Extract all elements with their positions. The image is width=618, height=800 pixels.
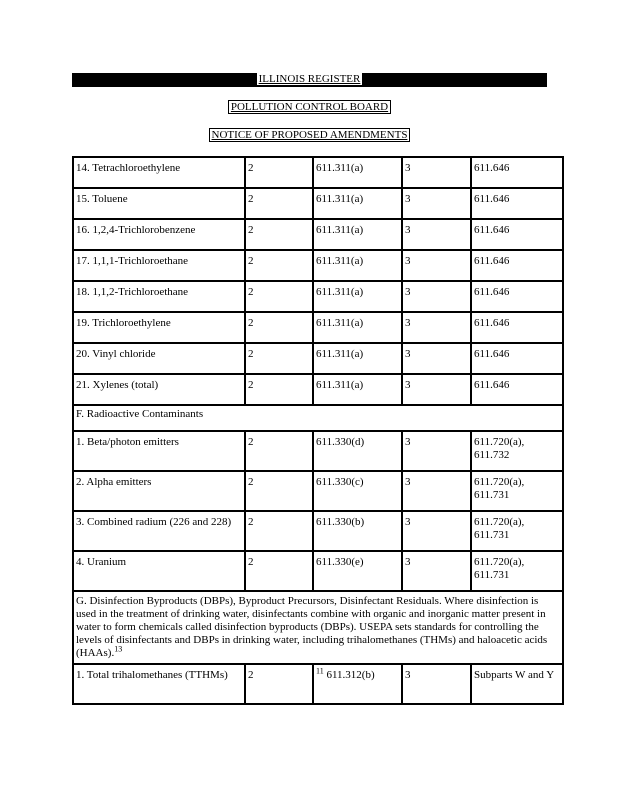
table-cell: 611.646 [471, 281, 563, 312]
contaminant-name: 3. Combined radium (226 and 228) [73, 511, 245, 551]
table-row [73, 219, 563, 250]
section-f [73, 405, 563, 431]
table-cell: 611.311(a) [313, 281, 402, 312]
table-cell: 611.720(a), 611.731 [471, 511, 563, 551]
table-cell: 3 [402, 471, 471, 511]
table-cell: 3 [402, 312, 471, 343]
table-cell: 611.311(a) [313, 219, 402, 250]
table-cell: 3 [402, 343, 471, 374]
table-cell: 3 [402, 551, 471, 591]
table-row [73, 511, 563, 551]
table-cell: 611.330(d) [313, 431, 402, 471]
section-g [73, 591, 563, 704]
table-cell: 611.720(a), 611.731 [471, 471, 563, 511]
table-cell: 3 [402, 431, 471, 471]
board-title-text: POLLUTION CONTROL BOARD [230, 101, 389, 113]
section-ref: 611.312(b) [323, 669, 375, 681]
table-cell: 611.646 [471, 157, 563, 188]
table-cell: 2 [245, 188, 313, 219]
table-cell: 2 [245, 664, 313, 704]
table-cell: 611.646 [471, 219, 563, 250]
voc-rows [73, 157, 563, 405]
table-cell: 3 [402, 511, 471, 551]
contaminant-name: 21. Xylenes (total) [73, 374, 245, 405]
table-row [73, 471, 563, 511]
table-cell: 611.646 [471, 188, 563, 219]
section-g-row [73, 591, 563, 664]
contaminant-name: 1. Beta/photon emitters [73, 431, 245, 471]
table-cell: 2 [245, 312, 313, 343]
contaminant-name: 20. Vinyl chloride [73, 343, 245, 374]
contaminant-name: 17. 1,1,1-Trichloroethane [73, 250, 245, 281]
table-cell: 2 [245, 157, 313, 188]
notice-title [72, 129, 547, 142]
table-cell: 3 [402, 374, 471, 405]
radioactive-rows [73, 431, 563, 591]
section-g-cell [73, 591, 563, 664]
table-cell: 611.311(a) [313, 157, 402, 188]
table-row [73, 374, 563, 405]
table-cell: 3 [402, 664, 471, 704]
contaminant-name: 14. Tetrachloroethylene [73, 157, 245, 188]
table-cell: 611.311(a) [313, 343, 402, 374]
table-cell: 3 [402, 250, 471, 281]
table-row [73, 250, 563, 281]
contaminant-name: 18. 1,1,2-Trichloroethane [73, 281, 245, 312]
table-cell: 3 [402, 219, 471, 250]
table-cell: 611.330(c) [313, 471, 402, 511]
table-row [73, 312, 563, 343]
table-cell: 2 [245, 471, 313, 511]
table-row [73, 157, 563, 188]
table-row [73, 188, 563, 219]
section-f-row [73, 405, 563, 431]
table-cell: 611.646 [471, 250, 563, 281]
table-cell: 611.311(a) [313, 374, 402, 405]
table-cell: 3 [402, 188, 471, 219]
table-cell: 611.646 [471, 374, 563, 405]
table-row [73, 551, 563, 591]
board-title [72, 101, 547, 114]
contaminant-table [72, 156, 564, 705]
table-cell: 611.311(a) [313, 188, 402, 219]
table-cell: 2 [245, 250, 313, 281]
contaminant-name: 1. Total trihalomethanes (TTHMs) [73, 664, 245, 704]
table-cell: 611.646 [471, 343, 563, 374]
table-cell: 2 [245, 281, 313, 312]
table-cell: 611.720(a), 611.732 [471, 431, 563, 471]
table-cell: 611.330(e) [313, 551, 402, 591]
table-cell: 611.330(b) [313, 511, 402, 551]
contaminant-name: 19. Trichloroethylene [73, 312, 245, 343]
cell-footnote: 11 [316, 666, 324, 676]
table-row [73, 431, 563, 471]
register-title-text: ILLINOIS REGISTER [258, 73, 361, 85]
section-g-footnote: 13 [114, 644, 123, 654]
section-g-text: G. Disinfection Byproducts (DBPs), Byproduct Precursors, Disinfectant Residuals. Where disinfection is used in the treatment of drinking water, disinfectants combine with organic and inorganic matter present in water to form chemicals called disinfection byproducts (DBPs). USEPA sets standards for controlling the levels of disinfectants and DBPs in drinking water, including trihalomethanes (THMs) and haloacetic acids (HAAs). [76, 595, 548, 659]
contaminant-name: 2. Alpha emitters [73, 471, 245, 511]
table-row [73, 281, 563, 312]
contaminant-name: 16. 1,2,4-Trichlorobenzene [73, 219, 245, 250]
table-cell: 2 [245, 343, 313, 374]
table-row [73, 343, 563, 374]
table-cell: 2 [245, 511, 313, 551]
section-f-heading: F. Radioactive Contaminants [73, 405, 563, 431]
table-cell: 2 [245, 431, 313, 471]
table-cell [313, 664, 402, 704]
table-cell: 611.311(a) [313, 250, 402, 281]
table-cell: 611.720(a), 611.731 [471, 551, 563, 591]
table-cell: 2 [245, 219, 313, 250]
notice-title-text: NOTICE OF PROPOSED AMENDMENTS [211, 129, 408, 141]
table-cell: 3 [402, 157, 471, 188]
table-cell: 611.646 [471, 312, 563, 343]
table-cell: 2 [245, 374, 313, 405]
table-cell: 2 [245, 551, 313, 591]
table-cell: 611.311(a) [313, 312, 402, 343]
table-row [73, 664, 563, 704]
contaminant-name: 4. Uranium [73, 551, 245, 591]
contaminant-name: 15. Toluene [73, 188, 245, 219]
table-cell: 3 [402, 281, 471, 312]
register-title [72, 73, 547, 87]
table-cell: Subparts W and Y [471, 664, 563, 704]
